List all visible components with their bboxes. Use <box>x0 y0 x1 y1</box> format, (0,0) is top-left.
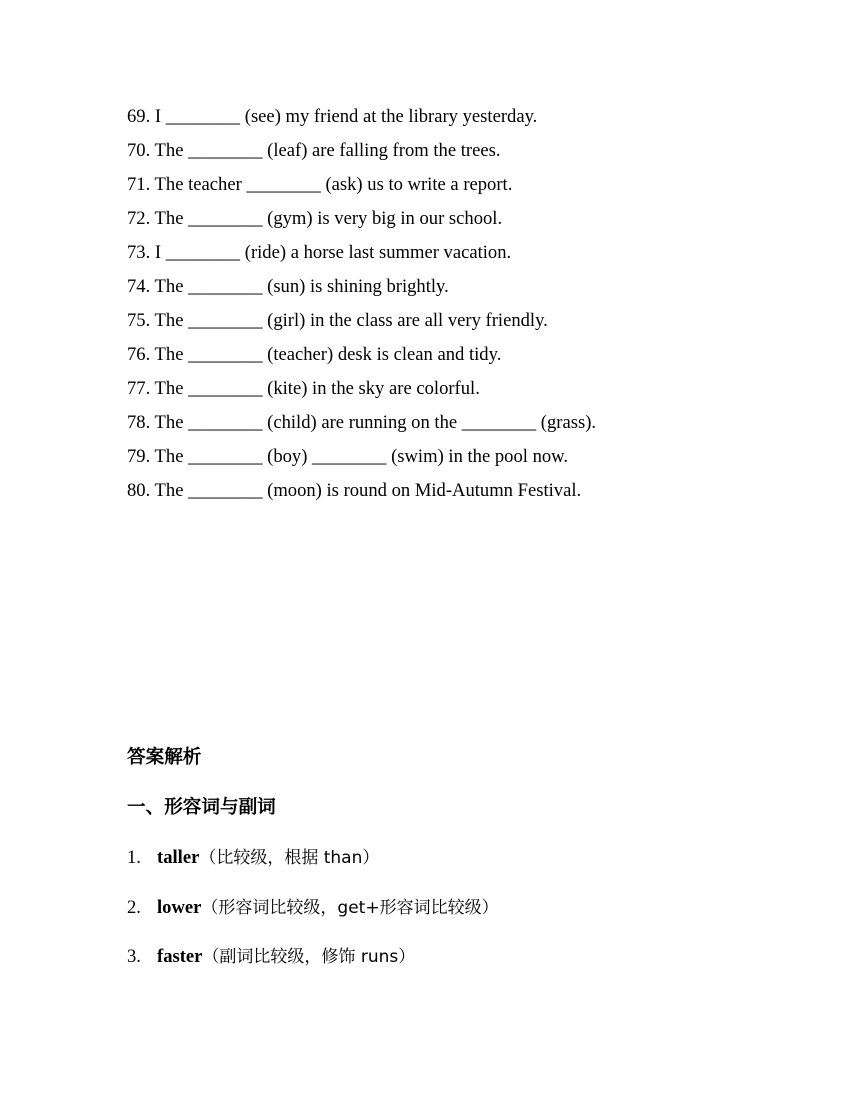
question-79: 79. The ________ (boy) ________ (swim) in the pool now. <box>127 446 569 467</box>
answer-note: （形容词比较级，get+形容词比较级） <box>201 898 499 918</box>
answer-note: （比较级，根据 than） <box>199 848 380 868</box>
answer-number: 3. <box>127 946 141 967</box>
question-70: 70. The ________ (leaf) are falling from the trees. <box>127 140 501 161</box>
answer-word: lower <box>157 897 202 918</box>
question-75: 75. The ________ (girl) in the class are all very friendly. <box>127 310 548 331</box>
question-72: 72. The ________ (gym) is very big in our school. <box>127 208 503 229</box>
question-69: 69. I ________ (see) my friend at the library yesterday. <box>127 106 538 127</box>
question-77: 77. The ________ (kite) in the sky are colorful. <box>127 378 480 399</box>
answer-section-title: 答案解析 <box>127 747 202 768</box>
question-78: 78. The ________ (child) are running on the ________ (grass). <box>127 412 597 433</box>
question-80: 80. The ________ (moon) is round on Mid-Autumn Festival. <box>127 480 582 501</box>
answer-section-subtitle: 一、形容词与副词 <box>127 797 276 818</box>
answer-number: 2. <box>127 897 141 918</box>
answer-word: taller <box>157 847 200 868</box>
question-73: 73. I ________ (ride) a horse last summer vacation. <box>127 242 512 263</box>
question-74: 74. The ________ (sun) is shining brightly. <box>127 276 449 297</box>
question-71: 71. The teacher ________ (ask) us to write a report. <box>127 174 513 195</box>
question-76: 76. The ________ (teacher) desk is clean and tidy. <box>127 344 502 365</box>
question-list <box>127 100 596 508</box>
answer-word: faster <box>157 946 203 967</box>
answer-item-3 <box>127 945 415 969</box>
answer-note: （副词比较级，修饰 runs） <box>202 947 416 967</box>
answer-item-2 <box>127 896 499 920</box>
answer-item-1 <box>127 846 379 870</box>
answer-number: 1. <box>127 847 141 868</box>
